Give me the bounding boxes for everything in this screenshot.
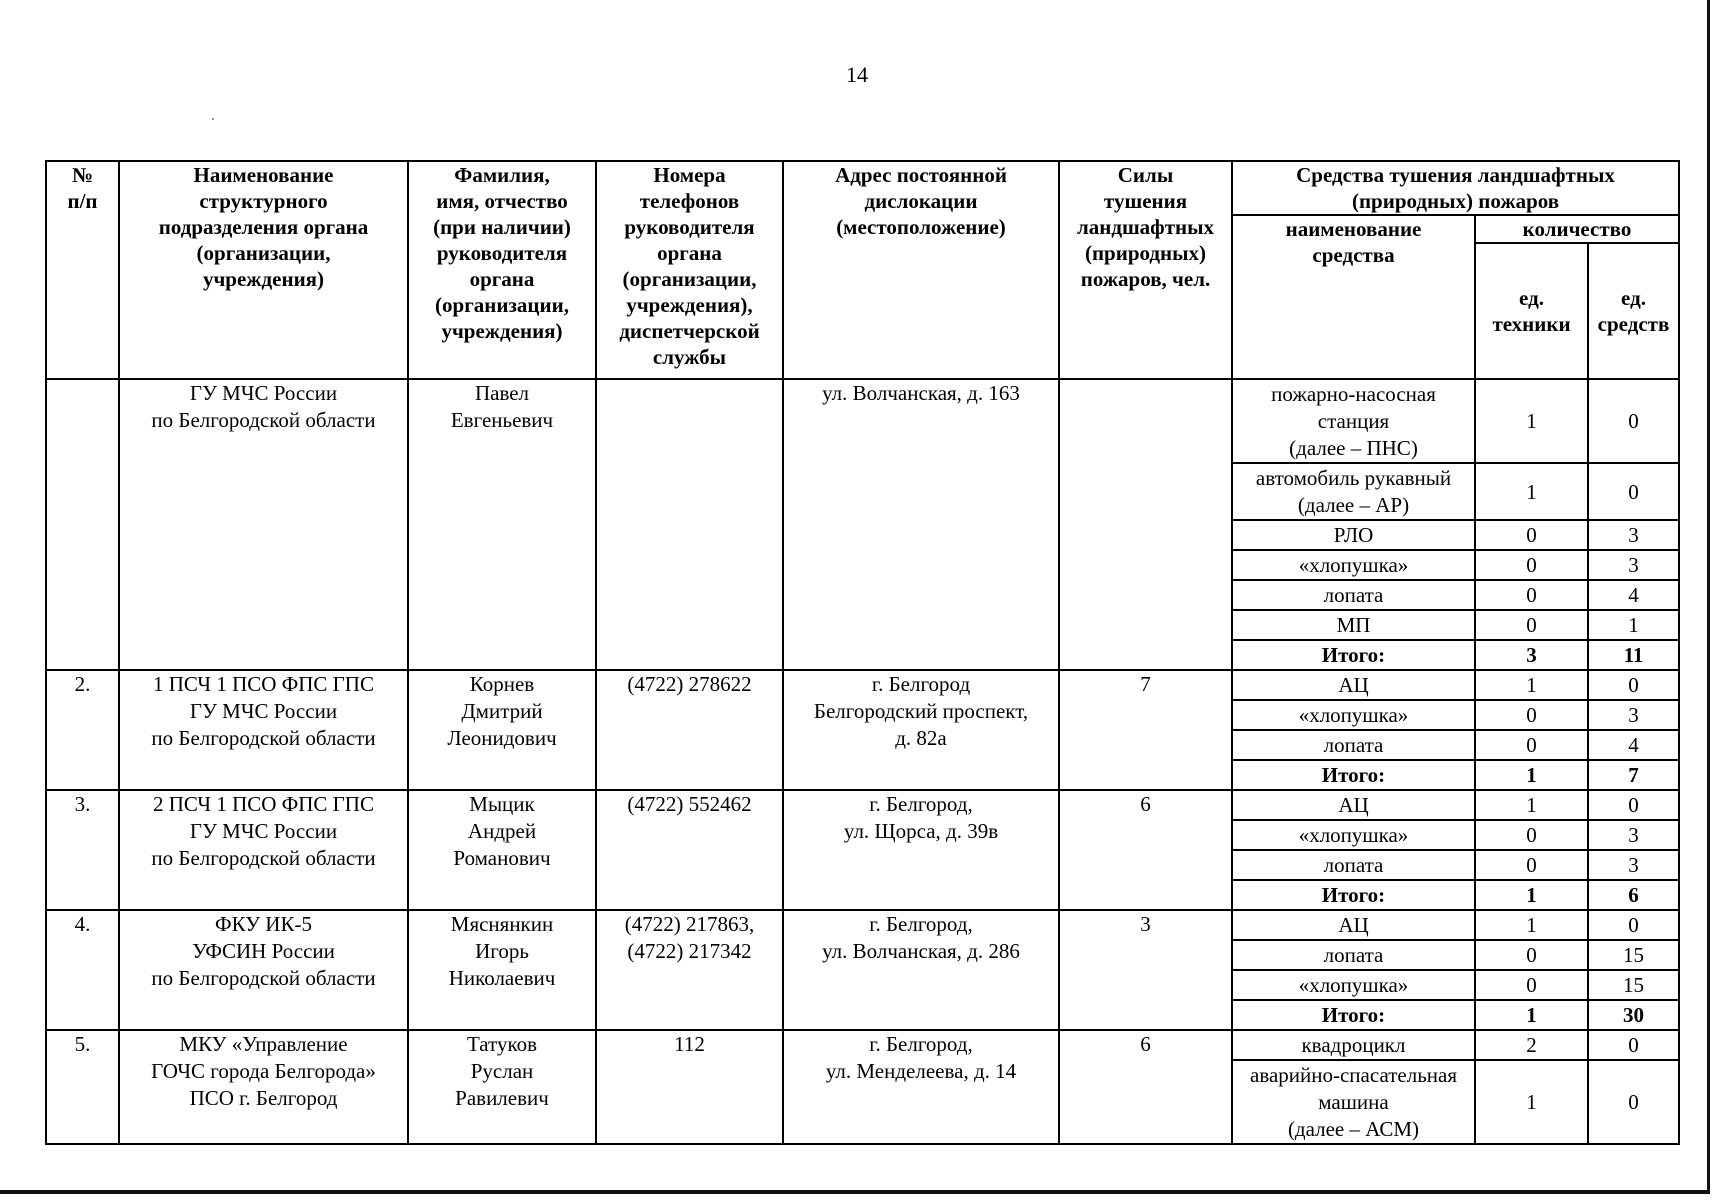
table-row bbox=[46, 379, 1679, 463]
org-unit-name: ФКУ ИК-5 УФСИН России по Белгородской области bbox=[119, 910, 408, 1030]
org-unit-name: ГУ МЧС России по Белгородской области bbox=[119, 379, 408, 670]
qty-means: 6 bbox=[1588, 880, 1679, 910]
qty-means: 3 bbox=[1588, 520, 1679, 550]
qty-means: 0 bbox=[1588, 670, 1679, 700]
address: г. Белгород, ул. Менделеева, д. 14 bbox=[783, 1030, 1059, 1144]
means-name: лопата bbox=[1232, 730, 1475, 760]
qty-means: 4 bbox=[1588, 730, 1679, 760]
means-name: аварийно-спасательная машина (далее – АСМ) bbox=[1232, 1060, 1475, 1144]
means-name: «хлопушка» bbox=[1232, 970, 1475, 1000]
means-name: «хлопушка» bbox=[1232, 700, 1475, 730]
qty-tech: 2 bbox=[1475, 1030, 1588, 1060]
means-name: квадроцикл bbox=[1232, 1030, 1475, 1060]
qty-tech: 1 bbox=[1475, 1060, 1588, 1144]
header-head: Фамилия, имя, отчество (при наличии) руководителя органа (организации, учреждения) bbox=[408, 161, 596, 379]
address: г. Белгород, ул. Щорса, д. 39в bbox=[783, 790, 1059, 910]
header-unit: Наименование структурного подразделения органа (организации, учреждения) bbox=[119, 161, 408, 379]
means-total-label: Итого: bbox=[1232, 760, 1475, 790]
header-num: № п/п bbox=[46, 161, 119, 379]
head-name: Корнев Дмитрий Леонидович bbox=[408, 670, 596, 790]
means-name: АЦ bbox=[1232, 790, 1475, 820]
qty-means: 3 bbox=[1588, 850, 1679, 880]
header-phones: Номера телефонов руководителя органа (организации, учреждения), диспетчерской службы bbox=[596, 161, 783, 379]
page-number: 14 bbox=[846, 62, 868, 87]
table-row bbox=[46, 790, 1679, 820]
means-name: автомобиль рукавный (далее – АР) bbox=[1232, 463, 1475, 520]
head-name: Татуков Руслан Равилевич bbox=[408, 1030, 596, 1144]
qty-tech: 0 bbox=[1475, 610, 1588, 640]
qty-tech: 0 bbox=[1475, 970, 1588, 1000]
address: г. Белгород Белгородский проспект, д. 82а bbox=[783, 670, 1059, 790]
table-body bbox=[46, 379, 1679, 1144]
scan-speck bbox=[212, 118, 214, 120]
qty-means: 15 bbox=[1588, 940, 1679, 970]
qty-tech: 0 bbox=[1475, 520, 1588, 550]
means-total-label: Итого: bbox=[1232, 640, 1475, 670]
qty-means: 0 bbox=[1588, 379, 1679, 463]
header-address: Адрес постоянной дислокации (местоположение) bbox=[783, 161, 1059, 379]
qty-tech: 1 bbox=[1475, 760, 1588, 790]
forces-count: 7 bbox=[1059, 670, 1232, 790]
means-total-label: Итого: bbox=[1232, 1000, 1475, 1030]
qty-means: 1 bbox=[1588, 610, 1679, 640]
qty-tech: 0 bbox=[1475, 730, 1588, 760]
means-name: лопата bbox=[1232, 580, 1475, 610]
table-row bbox=[46, 910, 1679, 940]
qty-means: 0 bbox=[1588, 1060, 1679, 1144]
header-means-name: наименование средства bbox=[1232, 215, 1475, 379]
qty-tech: 1 bbox=[1475, 379, 1588, 463]
means-name: АЦ bbox=[1232, 910, 1475, 940]
row-number: 3. bbox=[46, 790, 119, 910]
means-total-label: Итого: bbox=[1232, 880, 1475, 910]
fire-resources-table bbox=[45, 160, 1680, 1145]
qty-tech: 3 bbox=[1475, 640, 1588, 670]
head-name: Мяснянкин Игорь Николаевич bbox=[408, 910, 596, 1030]
means-name: АЦ bbox=[1232, 670, 1475, 700]
forces-count bbox=[1059, 379, 1232, 670]
qty-means: 0 bbox=[1588, 790, 1679, 820]
forces-count: 6 bbox=[1059, 1030, 1232, 1144]
means-name: пожарно-насосная станция (далее – ПНС) bbox=[1232, 379, 1475, 463]
qty-tech: 1 bbox=[1475, 1000, 1588, 1030]
head-name: Павел Евгеньевич bbox=[408, 379, 596, 670]
org-unit-name: 1 ПСЧ 1 ПСО ФПС ГПС ГУ МЧС России по Белгородской области bbox=[119, 670, 408, 790]
qty-means: 3 bbox=[1588, 550, 1679, 580]
qty-tech: 0 bbox=[1475, 580, 1588, 610]
qty-tech: 0 bbox=[1475, 700, 1588, 730]
means-name: МП bbox=[1232, 610, 1475, 640]
phone-numbers: 112 bbox=[596, 1030, 783, 1144]
means-name: «хлопушка» bbox=[1232, 550, 1475, 580]
org-unit-name: 2 ПСЧ 1 ПСО ФПС ГПС ГУ МЧС России по Белгородской области bbox=[119, 790, 408, 910]
table-header bbox=[46, 161, 1679, 379]
means-name: РЛО bbox=[1232, 520, 1475, 550]
address: г. Белгород, ул. Волчанская, д. 286 bbox=[783, 910, 1059, 1030]
qty-tech: 0 bbox=[1475, 550, 1588, 580]
qty-means: 11 bbox=[1588, 640, 1679, 670]
phone-numbers: (4722) 217863, (4722) 217342 bbox=[596, 910, 783, 1030]
qty-means: 0 bbox=[1588, 463, 1679, 520]
phone-numbers: (4722) 278622 bbox=[596, 670, 783, 790]
row-number: 2. bbox=[46, 670, 119, 790]
qty-tech: 0 bbox=[1475, 820, 1588, 850]
qty-means: 3 bbox=[1588, 820, 1679, 850]
qty-tech: 1 bbox=[1475, 910, 1588, 940]
qty-means: 7 bbox=[1588, 760, 1679, 790]
qty-tech: 0 bbox=[1475, 850, 1588, 880]
header-qty-tech: ед. техники bbox=[1475, 243, 1588, 379]
row-number bbox=[46, 379, 119, 670]
org-unit-name: МКУ «Управление ГОЧС города Белгорода» ПСО г. Белгород bbox=[119, 1030, 408, 1144]
header-quantity: количество bbox=[1475, 215, 1679, 243]
table-row bbox=[46, 670, 1679, 700]
table-row bbox=[46, 1030, 1679, 1060]
qty-means: 15 bbox=[1588, 970, 1679, 1000]
qty-means: 0 bbox=[1588, 910, 1679, 940]
qty-means: 30 bbox=[1588, 1000, 1679, 1030]
qty-means: 0 bbox=[1588, 1030, 1679, 1060]
qty-means: 3 bbox=[1588, 700, 1679, 730]
phone-numbers bbox=[596, 379, 783, 670]
header-forces: Силы тушения ландшафтных (природных) пожаров, чел. bbox=[1059, 161, 1232, 379]
qty-means: 4 bbox=[1588, 580, 1679, 610]
phone-numbers: (4722) 552462 bbox=[596, 790, 783, 910]
address: ул. Волчанская, д. 163 bbox=[783, 379, 1059, 670]
header-means-group: Средства тушения ландшафтных (природных) пожаров bbox=[1232, 161, 1679, 215]
means-name: лопата bbox=[1232, 940, 1475, 970]
header-qty-means: ед. средств bbox=[1588, 243, 1679, 379]
head-name: Мыцик Андрей Романович bbox=[408, 790, 596, 910]
forces-count: 6 bbox=[1059, 790, 1232, 910]
means-name: «хлопушка» bbox=[1232, 820, 1475, 850]
means-name: лопата bbox=[1232, 850, 1475, 880]
qty-tech: 1 bbox=[1475, 790, 1588, 820]
row-number: 4. bbox=[46, 910, 119, 1030]
qty-tech: 1 bbox=[1475, 463, 1588, 520]
qty-tech: 0 bbox=[1475, 940, 1588, 970]
qty-tech: 1 bbox=[1475, 670, 1588, 700]
forces-count: 3 bbox=[1059, 910, 1232, 1030]
qty-tech: 1 bbox=[1475, 880, 1588, 910]
row-number: 5. bbox=[46, 1030, 119, 1144]
